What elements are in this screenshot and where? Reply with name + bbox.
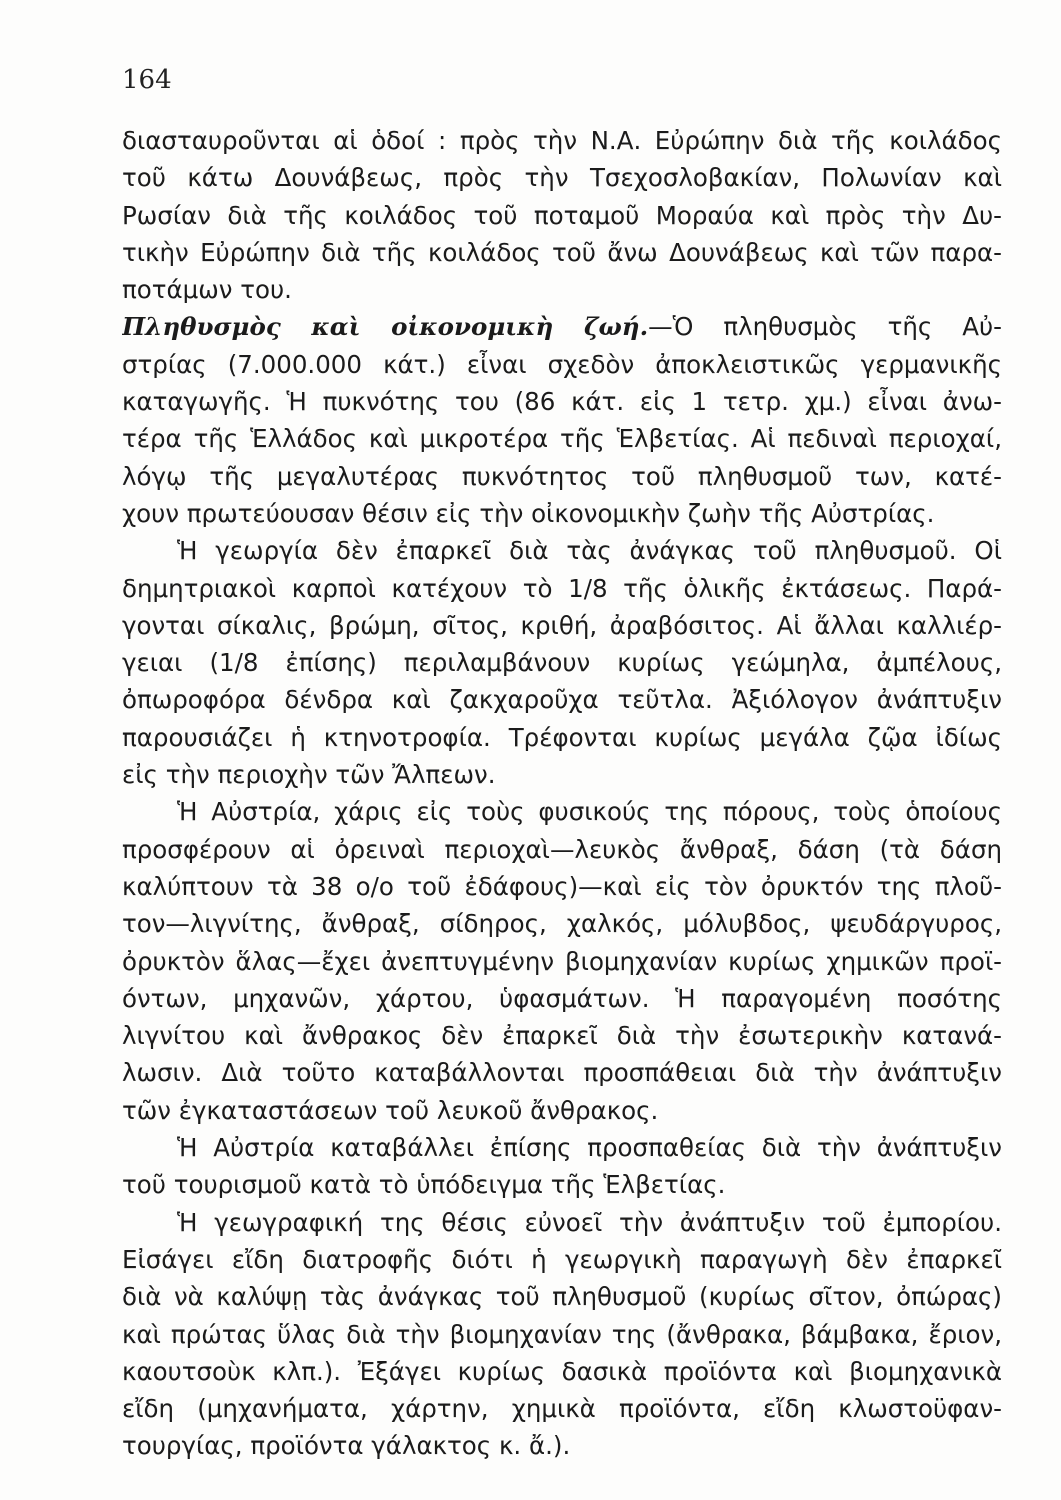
text-line: [122, 458, 1002, 495]
page-number: 164: [122, 65, 172, 95]
text-line: [122, 1390, 1002, 1427]
line-text: τικὴν Εὐρώπην διὰ τῆς κοιλάδος τοῦ ἄνω Δουνάβεως καὶ τῶν παρα-: [122, 237, 1002, 267]
line-text: καουτσοὺκ κλπ.). Ἐξάγει κυρίως δασικὰ προϊόντα καὶ βιομηχανικὰ: [122, 1356, 1002, 1386]
text-line: [122, 644, 1002, 681]
line-text: τον—λιγνίτης, ἄνθραξ, σίδηρος, χαλκός, μόλυβδος, ψευδάργυρος,: [122, 909, 1002, 939]
text-line: [122, 308, 1002, 345]
line-text: στρίας (7.000.000 κάτ.) εἶναι σχεδὸν ἀποκλειστικῶς γερμανικῆς: [122, 349, 1002, 379]
line-text: ποτάμων του.: [122, 275, 292, 305]
text-line: [122, 681, 1002, 718]
line-text: καταγωγῆς. Ἡ πυκνότης του (86 κάτ. εἰς 1 τετρ. χμ.) εἶναι ἀνω-: [122, 387, 1002, 417]
line-text: Ρωσίαν διὰ τῆς κοιλάδος τοῦ ποταμοῦ Μοραύα καὶ πρὸς τὴν Δυ-: [122, 200, 1002, 230]
text-line: [122, 719, 1002, 756]
line-text: γονται σίκαλις, βρώμη, σῖτος, κριθή, ἀραβόσιτος. Αἱ ἄλλαι καλλιέρ-: [122, 610, 1002, 640]
line-text: όντων, μηχανῶν, χάρτου, ὑφασμάτων. Ἡ παραγομένη ποσότης: [122, 983, 1002, 1013]
text-line: [122, 1278, 1002, 1315]
text-line: [122, 831, 1002, 868]
text-line: [122, 868, 1002, 905]
text-line: [122, 234, 1002, 271]
text-line: [122, 943, 1002, 980]
line-text: τοῦ τουρισμοῦ κατὰ τὸ ὑπόδειγμα τῆς Ἑλβετίας.: [122, 1170, 726, 1200]
line-text: —Ὁ πληθυσμὸς τῆς Αὐ-: [648, 312, 1002, 342]
text-line: [122, 420, 1002, 457]
line-text: ὀρυκτὸν ἅλας—ἔχει ἀνεπτυγμένην βιομηχανίαν κυρίως χημικῶν προϊ-: [122, 946, 1002, 976]
text-line: [122, 159, 1002, 196]
line-text: λωσιν. Διὰ τοῦτο καταβάλλονται προσπάθειαι διὰ τὴν ἀνάπτυξιν: [122, 1058, 1002, 1088]
line-text: Ἡ Αὐστρία καταβάλλει ἐπίσης προσπαθείας διὰ τὴν ἀνάπτυξιν: [177, 1133, 1002, 1163]
text-line: [122, 980, 1002, 1017]
line-text: Ἡ γεωργία δὲν ἐπαρκεῖ διὰ τὰς ἀνάγκας τοῦ πληθυσμοῦ. Οἱ: [177, 536, 1002, 566]
line-text: εἰς τὴν περιοχὴν τῶν Ἄλπεων.: [122, 760, 496, 790]
text-line: [122, 495, 1002, 532]
line-text: ὀπωροφόρα δένδρα καὶ ζακχαροῦχα τεῦτλα. Ἀξιόλογον ἀνάπτυξιν: [122, 685, 1002, 715]
line-text: Εἰσάγει εἴδη διατροφῆς διότι ἡ γεωργικὴ παραγωγὴ δὲν ἐπαρκεῖ: [122, 1244, 1002, 1274]
line-text: εἴδη (μηχανήματα, χάρτην, χημικὰ προϊόντα, εἴδη κλωστοϋφαν-: [122, 1394, 1002, 1424]
text-line: [122, 197, 1002, 234]
text-line: [122, 271, 1002, 308]
line-text: προσφέρουν αἱ ὀρειναὶ περιοχαὶ—λευκὸς ἄνθραξ, δάση (τὰ δάση: [122, 834, 1002, 864]
text-line: [122, 905, 1002, 942]
line-text: παρουσιάζει ἡ κτηνοτροφία. Τρέφονται κυρίως μεγάλα ζῷα ἰδίως: [122, 722, 1002, 752]
text-line: [122, 1353, 1002, 1390]
text-line: [122, 793, 1002, 830]
line-text: Ἡ γεωγραφική της θέσις εὐνοεῖ τὴν ἀνάπτυξιν τοῦ ἐμπορίου.: [177, 1207, 1002, 1237]
text-line: [122, 756, 1002, 793]
text-line: [122, 346, 1002, 383]
text-line: [122, 1092, 1002, 1129]
line-text: διασταυροῦνται αἱ ὁδοί : πρὸς τὴν Ν.Α. Εὐρώπην διὰ τῆς κοιλάδος: [122, 126, 1002, 155]
line-text: λιγνίτου καὶ ἄνθρακος δὲν ἐπαρκεῖ διὰ τὴν ἐσωτερικὴν κατανά-: [122, 1021, 1002, 1051]
line-text: τοῦ κάτω Δουνάβεως, πρὸς τὴν Τσεχοσλοβακίαν, Πολωνίαν καὶ: [122, 163, 1002, 193]
line-text: χουν πρωτεύουσαν θέσιν εἰς τὴν οἰκονομικὴν ζωὴν τῆς Αὐστρίας.: [122, 498, 935, 528]
line-text: τέρα τῆς Ἑλλάδος καὶ μικροτέρα τῆς Ἑλβετίας. Αἱ πεδιναὶ περιοχαί,: [122, 424, 1002, 454]
line-text: τῶν ἐγκαταστάσεων τοῦ λευκοῦ ἄνθρακος.: [122, 1095, 659, 1125]
text-line: [122, 1166, 1002, 1203]
line-text: γειαι (1/8 ἐπίσης) περιλαμβάνουν κυρίως γεώμηλα, ἀμπέλους,: [122, 648, 1002, 678]
line-text: Ἡ Αὐστρία, χάρις εἰς τοὺς φυσικούς της πόρους, τοὺς ὁποίους: [177, 797, 1002, 827]
body-text: [122, 122, 1002, 1465]
text-line: [122, 1241, 1002, 1278]
text-line: [122, 122, 1002, 159]
text-line: [122, 1316, 1002, 1353]
line-text: διὰ νὰ καλύψῃ τὰς ἀνάγκας τοῦ πληθυσμοῦ (κυρίως σῖτον, ὀπώρας): [122, 1282, 1002, 1312]
line-text: καὶ πρώτας ὕλας διὰ τὴν βιομηχανίαν της (ἄνθρακα, βάμβακα, ἔριον,: [122, 1319, 1002, 1349]
text-line: [122, 532, 1002, 569]
line-text: δημητριακοὶ καρποὶ κατέχουν τὸ 1/8 τῆς ὁλικῆς ἐκτάσεως. Παρά-: [122, 573, 1002, 603]
section-heading: Πληθυσμὸς καὶ οἰκονομικὴ ζωή.: [122, 312, 649, 342]
line-text: τουργίας, προϊόντα γάλακτος κ. ἄ.).: [122, 1431, 571, 1461]
line-text: λόγῳ τῆς μεγαλυτέρας πυκνότητος τοῦ πληθυσμοῦ των, κατέ-: [122, 461, 1002, 491]
text-line: [122, 1204, 1002, 1241]
text-line: [122, 607, 1002, 644]
text-line: [122, 570, 1002, 607]
text-line: [122, 1427, 1002, 1464]
text-line: [122, 1129, 1002, 1166]
text-line: [122, 1017, 1002, 1054]
text-line: [122, 383, 1002, 420]
line-text: καλύπτουν τὰ 38 ο/ο τοῦ ἐδάφους)—καὶ εἰς τὸν ὀρυκτόν της πλοῦ-: [122, 871, 1002, 901]
text-line: [122, 1054, 1002, 1091]
